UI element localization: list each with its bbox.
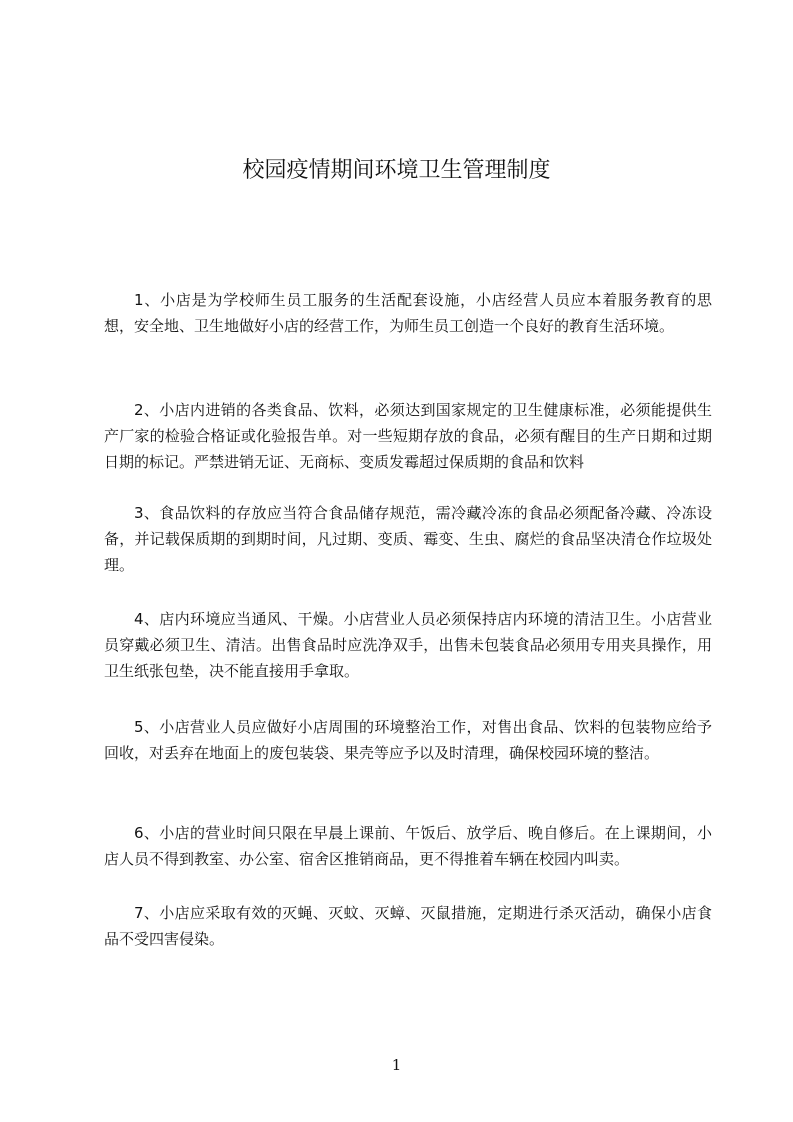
paragraph-6: 6、小店的营业时间只限在早晨上课前、午饭后、放学后、晚自修后。在上课期间，小店人员不得到教室、办公室、宿舍区推销商品，更不得推着车辆在校园内叫卖。 (104, 824, 712, 868)
paragraph-5: 5、小店营业人员应做好小店周围的环境整治工作，对售出食品、饮料的包装物应给予回收，对丢弃在地面上的废包装袋、果壳等应予以及时清理，确保校园环境的整洁。 (104, 718, 712, 762)
paragraph-2: 2、小店内进销的各类食品、饮料，必须达到国家规定的卫生健康标准，必须能提供生产厂家的检验合格证或化验报告单。对一些短期存放的食品，必须有醒目的生产日期和过期日期的标记。严禁进销无证、无商标、变质发霉超过保质期的食品和饮料 (104, 401, 712, 471)
paragraph-7: 7、小店应采取有效的灭蝇、灭蚊、灭蟑、灭鼠措施，定期进行杀灭活动，确保小店食品不受四害侵染。 (104, 904, 712, 948)
paragraph-4: 4、店内环境应当通风、干燥。小店营业人员必须保持店内环境的清洁卫生。小店营业员穿戴必须卫生、清洁。出售食品时应洗净双手，出售未包装食品必须用专用夹具操作，用卫生纸张包垫，决不能直接用手拿取。 (104, 610, 712, 680)
paragraph-3: 3、食品饮料的存放应当符合食品储存规范，需冷藏冷冻的食品必须配备冷藏、冷冻设备，并记载保质期的到期时间，凡过期、变质、霉变、生虫、腐烂的食品坚决清仓作垃圾处理。 (104, 504, 712, 574)
page-number: 1 (391, 1056, 402, 1074)
document-title: 校园疫情期间环境卫生管理制度 (242, 157, 551, 183)
paragraph-1: 1、小店是为学校师生员工服务的生活配套设施，小店经营人员应本着服务教育的思想，安全地、卫生地做好小店的经营工作，为师生员工创造一个良好的教育生活环境。 (104, 291, 712, 335)
